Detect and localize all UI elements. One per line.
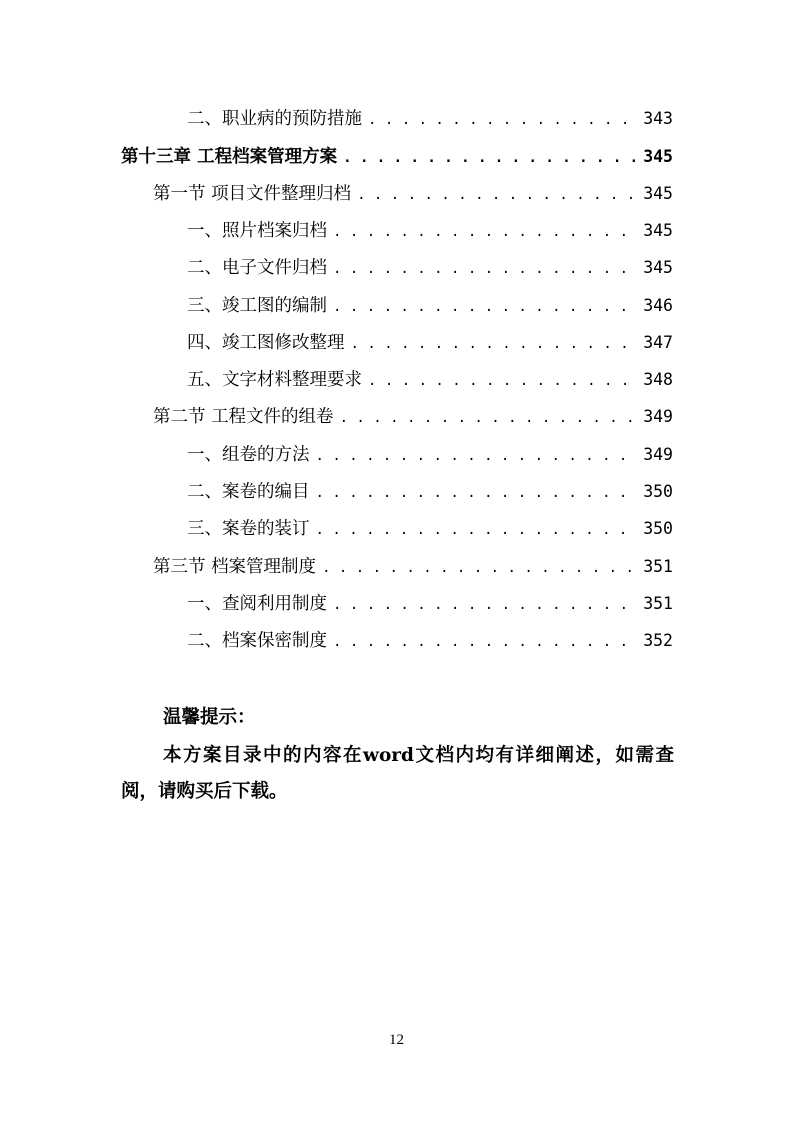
toc-entry-title: 二、案卷的编目 [187, 482, 310, 502]
toc-entry-page: 347 [643, 333, 673, 352]
toc-entry[interactable] [0, 255, 673, 281]
toc-dot-leader [333, 219, 637, 245]
toc-entry[interactable] [0, 591, 673, 617]
toc-entry-section[interactable] [0, 181, 673, 207]
toc-entry-page: 352 [643, 631, 673, 650]
toc-entry-title: 第二节 工程文件的组卷 [153, 407, 334, 427]
toc-entry-title: 五、文字材料整理要求 [187, 370, 362, 390]
toc-dot-leader [357, 182, 637, 208]
toc-dot-leader [322, 555, 637, 581]
toc-entry-page: 349 [643, 407, 673, 426]
toc-dot-leader [333, 592, 637, 618]
toc-entry-page: 346 [643, 296, 673, 315]
toc-entry[interactable] [0, 218, 673, 244]
toc-entry-page: 345 [643, 147, 673, 166]
toc-entry-section[interactable] [0, 404, 673, 430]
toc-entry[interactable] [0, 442, 673, 468]
notice-body: 本方案目录中的内容在word文档内均有详细阐述，如需查阅，请购买后下载。 [121, 745, 674, 802]
toc-entry-page: 348 [643, 370, 673, 389]
toc-entry[interactable] [0, 628, 673, 654]
toc-entry-title: 一、查阅利用制度 [187, 594, 327, 614]
toc-entry-page: 349 [643, 445, 673, 464]
toc-entry-title: 第三节 档案管理制度 [153, 557, 317, 577]
toc-dot-leader [316, 480, 638, 506]
toc-entry[interactable] [0, 516, 673, 542]
toc-entry-title: 四、竣工图修改整理 [187, 333, 345, 353]
toc-entry[interactable] [0, 293, 673, 319]
toc-dot-leader [343, 145, 637, 171]
toc-dot-leader [333, 629, 637, 655]
toc-dot-leader [316, 517, 638, 543]
toc-dot-leader [333, 294, 637, 320]
toc-entry-title: 一、照片档案归档 [187, 221, 327, 241]
toc-dot-leader [333, 256, 637, 282]
toc-dot-leader [351, 331, 638, 357]
toc-entry[interactable] [0, 479, 673, 505]
toc-entry-title: 三、案卷的装订 [187, 519, 310, 539]
toc-entry-title: 二、职业病的预防措施 [187, 109, 362, 129]
toc-entry-page: 345 [643, 184, 673, 203]
toc-dot-leader [368, 107, 637, 133]
toc-entry[interactable] [0, 330, 673, 356]
toc-entry-page: 350 [643, 482, 673, 501]
toc-entry-page: 345 [643, 221, 673, 240]
toc-entry-title: 第十三章 工程档案管理方案 [121, 147, 338, 167]
toc-entry-page: 351 [643, 557, 673, 576]
toc-dot-leader [316, 443, 638, 469]
toc-entry-title: 二、电子文件归档 [187, 258, 327, 278]
toc-entry-title: 一、组卷的方法 [187, 445, 310, 465]
toc-dot-leader [368, 368, 637, 394]
toc-entry-section[interactable] [0, 554, 673, 580]
toc-entry-title: 三、竣工图的编制 [187, 296, 327, 316]
toc-entry[interactable] [0, 367, 673, 393]
toc-entry-page: 345 [643, 258, 673, 277]
toc-entry[interactable] [0, 106, 673, 132]
toc-entry-page: 351 [643, 594, 673, 613]
page-number: 12 [389, 1032, 404, 1048]
toc-entry-title: 第一节 项目文件整理归档 [153, 184, 352, 204]
toc-entry-page: 343 [643, 109, 673, 128]
notice-title: 温馨提示： [163, 707, 256, 728]
toc-entry-chapter[interactable] [0, 144, 673, 170]
toc-dot-leader [340, 405, 638, 431]
toc-entry-page: 350 [643, 519, 673, 538]
toc-entry-title: 二、档案保密制度 [187, 631, 327, 651]
